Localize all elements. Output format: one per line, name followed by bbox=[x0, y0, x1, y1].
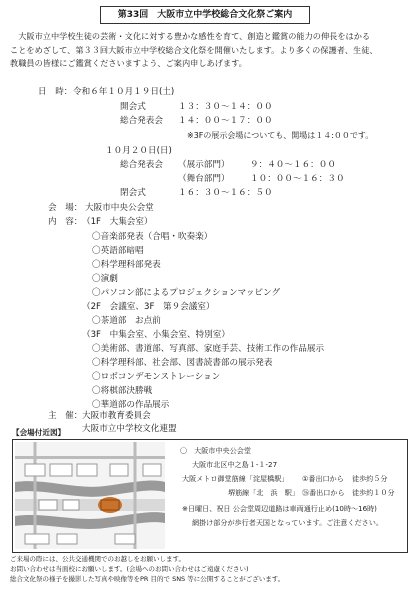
footer-line: 総合文化祭の様子を撮影した写真や映像等をPR 目的で SNS 等に公開することがございます。 bbox=[10, 575, 285, 583]
day2-exhibit-sub: （展示部門） bbox=[178, 160, 230, 170]
route2-exit: ㉖番出口から bbox=[302, 488, 345, 497]
day1-date: 令和６年１０月１９日(土) bbox=[73, 87, 175, 97]
schedule-label: 日 時： bbox=[38, 87, 73, 97]
route1-walk: 徒歩約５分 bbox=[352, 474, 388, 483]
content-item: 〇演劇 bbox=[92, 274, 118, 284]
traffic-note: ※日曜日、祝日 公会堂周辺道路は車両通行止め(10時～16時) bbox=[182, 504, 377, 513]
venue-map-graphic bbox=[15, 442, 165, 549]
organizer-line: 大阪市立中学校文化連盟 bbox=[82, 424, 177, 434]
section-heading: （1F 大集会室） bbox=[82, 217, 153, 227]
day2-performance-name: 総合発表会 bbox=[120, 160, 163, 170]
pedestrian-note: 網掛け部分が歩行者天国となっています。ご注意ください。 bbox=[192, 518, 383, 527]
day2-date: １０月２０日(日) bbox=[105, 146, 172, 156]
day2-stage-sub: （舞台部門） bbox=[178, 174, 230, 184]
venue-label: 会 場： bbox=[48, 203, 83, 213]
day1-performance-name: 総合発表会 bbox=[120, 116, 163, 126]
footer-line: お問い合わせは当面校にお願いします。(会場へのお問い合わせはご遠慮ください) bbox=[10, 565, 249, 573]
footer-line: ご来場の際には、公共交通機関でのお越しをお願いします。 bbox=[10, 555, 185, 563]
route1-exit: ①番出口から bbox=[302, 474, 344, 483]
venue-map bbox=[15, 442, 165, 549]
intro-line: 教職員の皆様にご鑑賞くださいますよう、ご案内申しあげます。 bbox=[10, 58, 247, 68]
content-item: 〇ロボコンデモンストレーション bbox=[92, 372, 221, 382]
route1-line: 大阪メトロ御堂筋線「淀屋橋駅」 bbox=[182, 474, 289, 483]
section-heading: （2F 会議室、3F 第９会議室） bbox=[82, 302, 215, 312]
access-info bbox=[168, 442, 404, 549]
intro-paragraph bbox=[10, 30, 410, 71]
intro-line: ことをめざして、第３３回大阪市立中学校総合文化祭を開催いたします。より多くの保護者、生徒、 bbox=[10, 44, 378, 55]
venue-name: 〇 大阪市中央公会堂 bbox=[180, 446, 251, 455]
day1-note: ※3Fの展示会場についても、開場は１４:００です。 bbox=[187, 131, 374, 140]
content-item: 〇英語部暗唱 bbox=[92, 246, 144, 256]
content-item: 〇美術部、書道部、写真部、家庭手芸、技術工作の作品展示 bbox=[92, 344, 325, 354]
venue-address: 大阪市北区中之島１-１-27 bbox=[192, 460, 278, 469]
day2-exhibit-time: ９：４０～１６：００ bbox=[250, 160, 336, 170]
organizer-label: 主 催： bbox=[48, 411, 83, 421]
content-item: 〇科学理科部、社会部、図書読書部の展示発表 bbox=[92, 358, 273, 368]
day2-closing-name: 閉会式 bbox=[120, 188, 146, 198]
day2-stage-time: １０：００～１６：３０ bbox=[250, 174, 345, 184]
venue-info-box bbox=[12, 439, 408, 553]
map-heading: 【会場付近図】 bbox=[12, 428, 66, 437]
content-item: 〇科学理科部発表 bbox=[92, 260, 161, 270]
content-item: 〇パソコン部によるプロジェクションマッピング bbox=[92, 288, 281, 298]
day1-performance-time: １４：００～１７：００ bbox=[178, 116, 273, 126]
content-item: 〇音楽部発表（合唱・吹奏楽） bbox=[92, 232, 213, 242]
footer-notes bbox=[10, 554, 284, 584]
route2-walk: 徒歩約１０分 bbox=[352, 488, 395, 497]
content-item: 〇将棋部決勝戦 bbox=[92, 386, 153, 396]
content-item: 〇茶道部 お点前 bbox=[92, 316, 161, 326]
day1-opening-name: 開会式 bbox=[120, 102, 146, 112]
section-heading: （3F 中集会室、小集会室、特別室） bbox=[82, 330, 230, 340]
contents-label: 内 容： bbox=[48, 217, 83, 227]
content-item: 〇華道部の作品展示 bbox=[92, 400, 170, 410]
day2-closing-time: １６：３０～１６：５０ bbox=[178, 188, 273, 198]
day1-opening-time: １３：３０～１４：００ bbox=[178, 102, 273, 112]
intro-line: 大阪市立中学校生徒の芸術・文化に対する豊かな感性を育て、創造と鑑賞の能力の伸長をはかる bbox=[10, 31, 371, 41]
page-title: 第33回 大阪市立中学校総合文化祭ご案内 bbox=[100, 6, 310, 24]
route2-line: 堺筋線「北 浜 駅」 bbox=[228, 488, 299, 497]
venue-value: 大阪市中央公会堂 bbox=[85, 203, 154, 213]
organizer-line: 大阪市教育委員会 bbox=[82, 411, 151, 421]
